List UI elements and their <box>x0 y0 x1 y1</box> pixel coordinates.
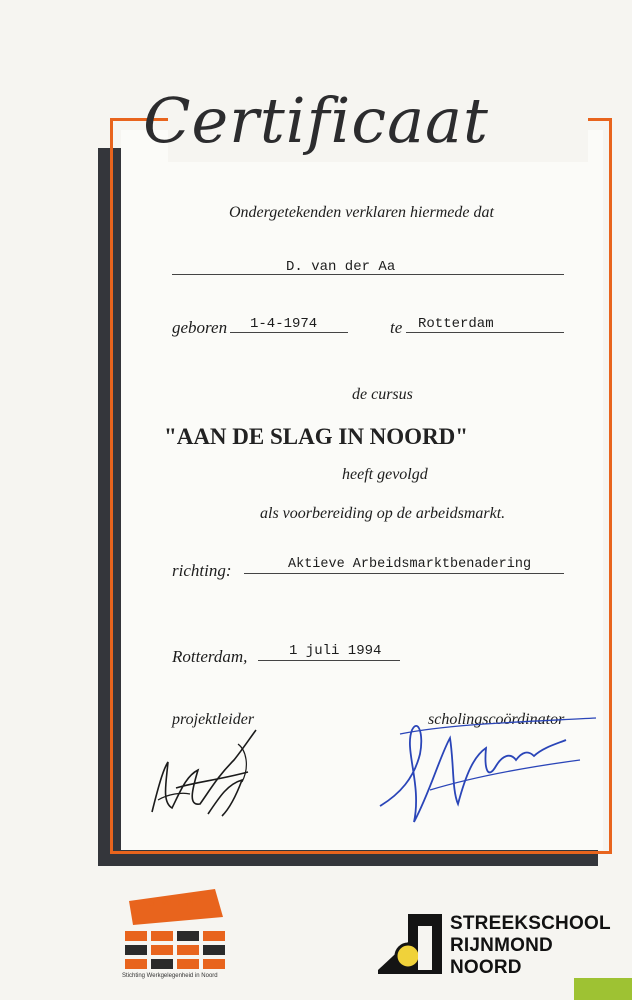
corner-tag <box>574 978 632 1000</box>
place-label: te <box>390 318 403 337</box>
swin-caption: Stichting Werkgelegenheid in Noord <box>122 973 218 979</box>
direction-label: richting: <box>172 561 232 580</box>
birth-date: 1-4-1974 <box>250 316 318 332</box>
direction-value: Aktieve Arbeidsmarktbenadering <box>288 557 532 572</box>
purpose-text: als voorbereiding op de arbeidsmarkt. <box>260 505 506 522</box>
signer-right-label: scholingscoördinator <box>428 711 565 728</box>
swin-wordmark: SWIN <box>148 897 201 909</box>
direction-line <box>244 573 564 574</box>
birth-place-line <box>406 332 564 333</box>
issue-date: 1 juli 1994 <box>289 643 382 659</box>
followed-text: heeft gevolgd <box>342 466 428 483</box>
school-name-line1: STREEKSCHOOL <box>450 913 611 934</box>
recipient-name: D. van der Aa <box>286 259 396 275</box>
school-name-line2: RIJNMOND <box>450 935 553 956</box>
certificate-title: Certificaat <box>143 84 489 157</box>
issue-date-line <box>258 660 400 661</box>
course-name: "AAN DE SLAG IN NOORD" <box>163 424 469 449</box>
place-date-label: Rotterdam, <box>172 647 248 666</box>
scholingscoordinator-signature <box>370 694 600 834</box>
projektleider-signature <box>138 720 268 830</box>
course-intro: de cursus <box>352 386 413 403</box>
birth-date-line <box>230 332 348 333</box>
school-name-line3: NOORD <box>450 957 522 978</box>
signer-left-label: projektleider <box>172 711 255 728</box>
intro-text: Ondergetekenden verklaren hiermede dat <box>229 204 494 221</box>
born-label: geboren <box>172 318 228 337</box>
birth-place: Rotterdam <box>418 316 494 332</box>
